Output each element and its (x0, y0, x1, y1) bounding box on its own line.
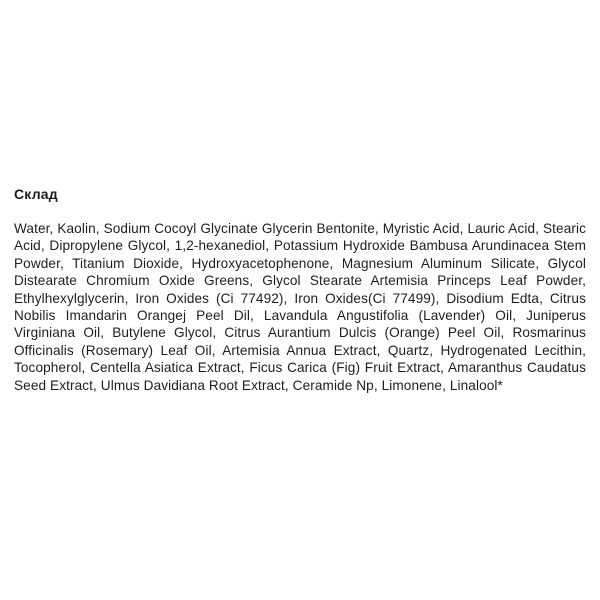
ingredients-text: Water, Kaolin, Sodium Cocoyl Glycinate Glycerin Bentonite, Myristic Acid, Lauric Acid, Stearic Acid, Dipropylene Glycol, 1,2-hexanediol, Potassium Hydroxide Bambusa Arundinacea Stem Powder, Titanium Dioxide, Hydroxyacetophenone, Magnesium Aluminum Silicate, Glycol Distearate Chromium Oxide Greens, Glycol Stearate Artemisia Princeps Leaf Powder, Ethylhexylglycerin, Iron Oxides (Ci 77492), Iron Oxides(Ci 77499), Disodium Edta, Citrus Nobilis Imandarin Orangej Peel Dil, Lavandula Angustifolia (Lavender) Oil, Juniperus Virginiana Oil, Butylene Glycol, Citrus Aurantium Dulcis (Orange) Peel Oil, Rosmarinus Officinalis (Rosemary) Leaf Oil, Artemisia Annua Extract, Quartz, Hydrogenated Lecithin, Tocopherol, Centella Asiatica Extract, Ficus Carica (Fig) Fruit Extract, Amaranthus Caudatus Seed Extract, Ulmus Davidiana Root Extract, Ceramide Np, Limonene, Linalool* (14, 221, 586, 393)
ingredients-heading: Склад (14, 186, 58, 202)
